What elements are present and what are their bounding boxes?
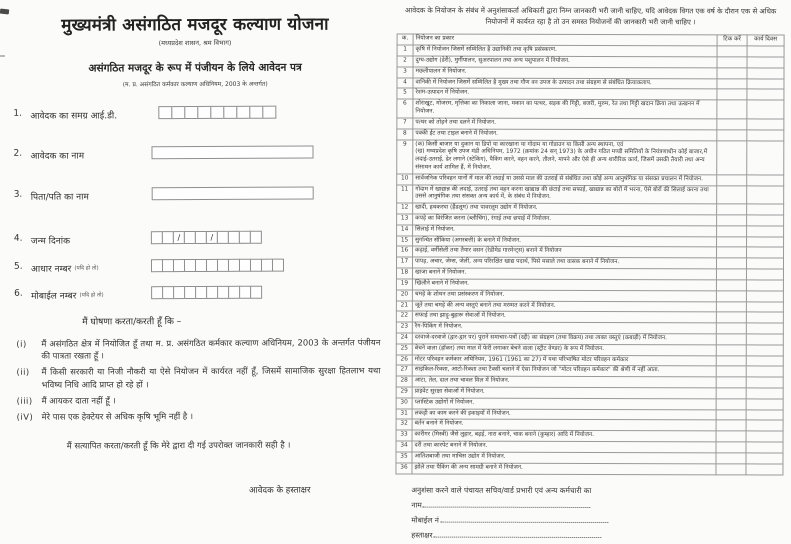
- verification-statement: मैं सत्यापित करता/करती हूँ कि मेरे द्वारा दी गई उपरोक्त जानकारी सही है ।: [66, 439, 291, 451]
- workdays-cell: [746, 323, 783, 334]
- tick-cell: [716, 420, 746, 431]
- workdays-cell: [746, 431, 783, 442]
- employment-type-cell: बर्तन बनाने में नियोजन.: [412, 419, 716, 431]
- employment-type-cell: कपड़े का विरंजित करना (ब्लीचिंग), रंगाई तथा छपाई में नियोजन.: [413, 214, 717, 226]
- recommender-line: अनुशंसा करने वाले पंचायत सचिव/वार्ड प्रभारी एवं अन्य कर्मचारी का: [411, 485, 592, 495]
- row-number-cell: 5: [397, 88, 413, 99]
- char-box: [272, 259, 284, 272]
- applicant-signature-label: आवेदक के हस्ताक्षर: [248, 485, 311, 496]
- field-label: मोबाईल नम्बर: [31, 291, 77, 302]
- declaration-text: मैं असंगठित क्षेत्र में नियोजित हूँ तथा म. प्र. असंगठित कर्मकार कल्याण अधिनियम, 2003 के अन्तर्गत पंजीयन की पात्रता रखता हूँ ।: [41, 337, 381, 361]
- workdays-cell: [746, 377, 783, 388]
- field-label: आधार नम्बर: [30, 264, 72, 275]
- employment-types-table: [395, 34, 784, 475]
- workdays-cell: [747, 68, 784, 79]
- signature-fill-line: [434, 531, 602, 538]
- row-number-cell: 15: [397, 236, 413, 247]
- field-number: 3.: [13, 189, 23, 200]
- workdays-cell: [746, 258, 783, 269]
- workdays-cell: [747, 140, 784, 174]
- employment-type-cell: कृषि में नियोजन जिसमें सम्मिलित है उद्यानिकी तथा कृषि प्रसंस्करण.: [413, 45, 717, 57]
- name-fill-line: [423, 500, 591, 507]
- workdays-cell: [747, 79, 784, 90]
- workdays-cell: [747, 185, 784, 204]
- workdays-cell: [746, 410, 783, 421]
- tick-cell: [716, 312, 746, 323]
- field-father-husband-name: [14, 188, 382, 203]
- workdays-cell: [746, 464, 783, 475]
- row-number-cell: 6: [397, 99, 413, 118]
- row-number-cell: 2: [397, 56, 413, 67]
- declaration-item: [16, 336, 380, 362]
- tick-cell: [716, 366, 746, 377]
- employment-type-cell: (क) किसी बाजार या दुकान या डिपो या कारखाना या गोदाम या गोडाउन या किसी अन्य स्थापना, एवं (ख) मध्यप्रदेश कृषि उपज मंडी अधिनियम, 1972 (क्रमांक 24 सन् 1973) के अधीन गठित मण्डी समितियों के नियंत्रणाधीन कोई बाजार,में लदाई-उतराई, ढेर लगाने (स्टेकिंग), पैकिंग करने, वहन करने, तौलने, मापने और ऐसे ही अन्य शारीरिक कार्य, जिसमें उसकी तैयारी तथा अन्य संसाधन कार्य शामिल हैं, में नियोजन.: [413, 140, 717, 175]
- employment-row: [396, 463, 783, 475]
- employment-type-cell: पक्की ईंट तथा टाइल बनाने में नियोजन.: [413, 129, 717, 141]
- employment-row: [397, 139, 784, 174]
- tick-cell: [717, 215, 747, 226]
- declaration-item: [16, 365, 380, 391]
- row-number-cell: 29: [396, 387, 412, 398]
- field-mobile-number: [14, 287, 382, 302]
- declaration-list: [16, 336, 380, 427]
- form-page-2: [395, 5, 784, 540]
- workdays-cell: [747, 89, 784, 100]
- recommender-signature-row: [411, 528, 783, 544]
- row-number-cell: 34: [396, 441, 412, 452]
- employment-type-cell: साइकिल-रिक्शा, आटो-रिक्शा तथा टैक्सी चलाने में ऐसा नियोजन जो "मोटर परिवहन कर्मकार" की श्रेणी में नहीं आता.: [412, 365, 716, 377]
- workdays-cell: [746, 334, 783, 345]
- employment-type-cell: खाजा बनाने में नियोजन.: [412, 268, 716, 280]
- char-box: /: [206, 231, 218, 244]
- employment-type-cell: चमड़े के शोधन तथा प्रसंस्करण में नियोजन.: [412, 290, 716, 302]
- row-number-cell: 24: [396, 333, 412, 344]
- row-number-cell: 4: [397, 78, 413, 89]
- employment-type-cell: आटा, तेल, दाल तथा चावल मिल में नियोजन.: [412, 376, 716, 388]
- declaration-marker: (ii): [16, 367, 30, 378]
- char-box: /: [173, 231, 185, 244]
- scan-artifact: [0, 55, 5, 57]
- declaration-text: मेरे पास एक हेक्टेयर से अधिक कृषि भूमि नहीं है ।: [41, 410, 194, 422]
- employment-type-cell: बेचने वाला (हॉकर) तथा माल में फेरी लगाकर बेचने वाला (स्ट्रीट वेण्डर) के रूप में नियोजन.: [412, 344, 716, 356]
- form-page-1: [9, 7, 383, 526]
- field-samagra-id: [13, 107, 381, 122]
- row-number-cell: 1: [397, 45, 413, 56]
- tick-cell: [717, 100, 747, 119]
- tick-cell: [717, 140, 747, 174]
- char-box: [184, 106, 198, 119]
- workdays-cell: [746, 269, 783, 280]
- row-number-cell: 11: [397, 185, 413, 204]
- employment-type-cell: मोटर परिवहन कर्मकार अधिनियम, 1961 (1961 का 27) में यथा परिभाषित मोटर परिवहन कर्मकार: [412, 355, 716, 367]
- field-label: पिता/पति का नाम: [30, 192, 89, 203]
- form-subtitle: (मध्यप्रदेश शासन, श्रम विभाग): [158, 38, 232, 48]
- employment-row: [397, 99, 784, 119]
- employment-type-cell: कढ़ाई, वर्मीसेली तथा तैयार वसन (रेडीमेड गारमेन्ट्स) बनाने में नियोजन: [413, 246, 717, 258]
- char-box: [171, 106, 185, 119]
- employment-table-body: [396, 45, 784, 474]
- char-box: [197, 106, 211, 119]
- employment-type-cell: दुग्ध-उद्योग (डेरी), मुर्गीपालन, सुअरपालन तथा अन्य पशुपालन में नियोजन.: [413, 56, 717, 68]
- tick-cell: [716, 334, 746, 345]
- text-input-box: [152, 186, 314, 200]
- workdays-cell: [747, 130, 784, 141]
- tick-cell: [717, 130, 747, 141]
- field-applicant-name: [13, 147, 381, 162]
- row-number-cell: 23: [396, 322, 412, 333]
- employment-type-cell: सुगन्धित सींकिया (अगरबत्ती) के बनाने में नियोजन.: [413, 236, 717, 248]
- row-number-cell: 30: [396, 398, 412, 409]
- employment-type-cell: आतिशबाजी तथा माचिस उद्योग में नियोजन.: [412, 452, 716, 464]
- declaration-marker: (i): [16, 338, 27, 349]
- row-number-cell: 16: [397, 246, 413, 257]
- char-box: [250, 231, 262, 244]
- registration-heading: असंगठित मजदूर के रूप में पंजीयन के लिये आवेदन पत्र: [88, 61, 302, 75]
- employment-type-cell: पापड़, अचार, जेम्स, जेली, अन्य परिरक्षित खाद्य पदार्थ, पिसे मसाले तथा वासक बनाने में नियोजन.: [412, 257, 716, 269]
- tick-cell: [716, 377, 746, 388]
- workdays-cell: [746, 442, 783, 453]
- char-box: [210, 106, 224, 119]
- tick-cell: [716, 323, 746, 334]
- employment-type-cell: खिलौने बनाने में नियोजन.: [412, 279, 716, 291]
- tick-cell: [717, 236, 747, 247]
- employment-type-cell: सार्वजनिक परिवहन यानों में माल की लदाई या उससे माल की उतराई से संबंधित तथा कोई अन्य आनुषंगिक या संसक्त प्रचालन में नियोजन.: [413, 174, 717, 186]
- workdays-cell: [746, 388, 783, 399]
- char-box: [158, 106, 172, 119]
- row-number-cell: 27: [396, 365, 412, 376]
- workdays-cell: [746, 399, 783, 410]
- tick-cell: [717, 175, 747, 186]
- declaration-marker: (iii): [16, 395, 33, 406]
- workdays-cell: [747, 204, 784, 215]
- scan-artifact: [0, 9, 9, 15]
- recommender-mobile-row: [411, 512, 783, 528]
- workdays-cell: [746, 291, 783, 302]
- form-title: मुख्यमंत्री असंगठित मजदूर कल्याण योजना: [61, 14, 329, 36]
- row-number-cell: 25: [396, 344, 412, 355]
- employment-type-cell: शोराखूट, मोजरम, मृत्तिका का निकाला जाना, मकान का पत्थर, सड़क की गिट्टी, बजरी, मुरुम, रेत तथा गिट्टी खदान क्रिया तथा उत्खनन में नियोजन.: [413, 99, 717, 118]
- tick-cell: [717, 247, 747, 258]
- field-label: आवेदक का नाम: [30, 151, 85, 162]
- workdays-cell: [746, 420, 783, 431]
- row-number-cell: 21: [396, 300, 412, 311]
- tick-cell: [716, 388, 746, 399]
- declaration-intro: मैं घोषणा करता/करती हूँ कि –: [82, 317, 182, 328]
- tick-cell: [717, 78, 747, 89]
- samagra-id-input: [159, 106, 276, 120]
- workdays-cell: [746, 453, 783, 464]
- char-box: [223, 106, 237, 119]
- tick-cell: [717, 226, 747, 237]
- employment-type-cell: गोदाम में खाद्यान्न की लदाई, उतराई तथा वहन करना खाद्यान्न की छंटाई तथा सफाई, खाद्यान्न का बोरों में भरना, ऐसे बोरों की सिलाई करना तथा उससे आनुषंगिक तथा संसक्त अन्य कार्य में, के संबंध में नियोजन.: [413, 185, 717, 204]
- declaration-marker: (iV): [16, 411, 34, 422]
- field-label: आवेदक का समग्र आई.डी.: [30, 111, 118, 122]
- workdays-cell: [746, 355, 783, 366]
- employment-type-cell: पत्थर को तोड़ने तथा दलने में नियोजन.: [413, 118, 717, 130]
- name-label: नाम: [411, 500, 422, 510]
- col-header-serial: क.: [397, 34, 413, 45]
- workdays-cell: [746, 280, 783, 291]
- field-note: (यदि हो तो): [74, 265, 99, 272]
- field-label: जन्म दिनांक: [30, 236, 71, 247]
- tick-cell: [716, 258, 746, 269]
- employment-type-cell: रैग-पिकिंग में नियोजन.: [412, 322, 716, 334]
- field-birth-date: [14, 232, 382, 247]
- declaration-item: [17, 409, 381, 423]
- employment-type-cell: जूते तथा चमड़े की अन्य वस्तुएं बनाने तथा मरम्मत करने में नियोजन.: [412, 301, 716, 313]
- tick-cell: [716, 453, 746, 464]
- tick-cell: [716, 269, 746, 280]
- tick-cell: [716, 431, 746, 442]
- recommender-footer: [395, 482, 783, 544]
- row-number-cell: 33: [396, 430, 412, 441]
- employment-type-cell: प्राइवेट सुरक्षा सेवाओं में नियोजन.: [412, 387, 716, 399]
- workdays-cell: [746, 312, 783, 323]
- workdays-cell: [746, 366, 783, 377]
- row-number-cell: 18: [396, 268, 412, 279]
- tick-cell: [716, 399, 746, 410]
- workdays-cell: [747, 247, 784, 258]
- row-number-cell: 31: [396, 409, 412, 420]
- tick-cell: [717, 119, 747, 130]
- char-box: [250, 286, 262, 299]
- row-number-cell: 3: [397, 67, 413, 78]
- aadhaar-number-input: [152, 259, 284, 273]
- employment-type-cell: मछलीपालन में नियोजन.: [413, 67, 717, 79]
- tick-cell: [717, 57, 747, 68]
- tick-cell: [716, 280, 746, 291]
- employment-type-cell: खादी, हथकरघा (हैंडलूम) तथा पावरलूम उद्योग में नियोजन.: [413, 203, 717, 215]
- tick-cell: [717, 185, 747, 204]
- row-number-cell: 36: [396, 463, 412, 474]
- declaration-item: [17, 393, 381, 407]
- workdays-cell: [747, 215, 784, 226]
- mobile-fill-line: [440, 515, 608, 522]
- tick-cell: [716, 464, 746, 475]
- declaration-text: मैं किसी सरकारी या निजी नौकरी या ऐसे नियोजन में कार्यरत नहीं हूँ, जिसमें सामाजिक सुरक्षा हितलाभ यथा भविष्य निधि आदि प्राप्त हो रहे हों ।: [41, 365, 381, 390]
- mobile-label: मोबाईल नं: [411, 515, 439, 525]
- workdays-cell: [747, 237, 784, 248]
- row-number-cell: 12: [397, 203, 413, 214]
- field-number: 5.: [13, 261, 23, 272]
- field-note: (यदि हो तो): [79, 292, 104, 299]
- tick-cell: [716, 409, 746, 420]
- row-number-cell: 13: [397, 214, 413, 225]
- row-number-cell: 26: [396, 355, 412, 366]
- row-number-cell: 19: [396, 279, 412, 290]
- employment-type-cell: रेशम-उत्पादन में नियोजन.: [413, 88, 717, 100]
- row-number-cell: 17: [396, 257, 412, 268]
- employment-type-cell: सिलाई में नियोजन.: [413, 225, 717, 237]
- workdays-cell: [746, 301, 783, 312]
- father-husband-name-input: [152, 186, 314, 200]
- tick-cell: [717, 89, 747, 100]
- workdays-cell: [747, 46, 784, 57]
- row-number-cell: 7: [397, 118, 413, 129]
- employment-row: [397, 185, 784, 205]
- col-header-workdays: कार्य दिवस: [747, 35, 784, 46]
- employment-info-instruction: आवेदक के नियोजन के संबंध में अनुशंसाकर्ता अधिकारी द्वारा निम्न जानकारी भरी जानी चाहिए, यदि आवेदक विगत एक वर्ष के दौरान एक से अधिक नियोजनों में कार्यरत रहा है तो उन समस्त नियोजनों की जानकारी भरी जानी चाहिए ।: [405, 6, 777, 27]
- employment-type-cell: दरवाजे-दरवाजे (द्वार-द्वार पर) पुराने समाचार-पत्रों (रद्दी) का संग्रहण (तथा विक्रय) तथा त्यक्त वस्तुएं (कबाड़ी) में नियोजन.: [412, 333, 716, 345]
- employment-type-cell: कारीगर (मिस्त्री) जैसे लुहार, बढ़ई, नारा बनाने, चाक बनाने (कुम्हार) आदि में नियोजन.: [412, 430, 716, 442]
- declaration-text: मैं आयकर दाता नहीं हूँ ।: [41, 395, 116, 406]
- row-number-cell: 32: [396, 419, 412, 430]
- char-box: [262, 106, 276, 119]
- field-number: 2.: [13, 148, 23, 159]
- employment-type-cell: दरी तथा कारपेट बनाने में नियोजन.: [412, 441, 716, 453]
- tick-cell: [716, 345, 746, 356]
- employment-type-cell: लकड़ी का काम करने की इकाइयों में नियोजन.: [412, 409, 716, 421]
- field-number: 6.: [14, 288, 23, 299]
- applicant-name-input: [151, 145, 313, 159]
- workdays-cell: [747, 226, 784, 237]
- tick-cell: [717, 204, 747, 215]
- row-number-cell: 35: [396, 452, 412, 463]
- row-number-cell: 8: [397, 129, 413, 140]
- col-header-employment-type: नियोजन का प्रकार: [413, 34, 717, 46]
- row-number-cell: 20: [396, 290, 412, 301]
- text-input-box: [151, 145, 313, 159]
- recommender-name-row: [411, 497, 783, 513]
- col-header-tick: टिक करें: [717, 35, 747, 46]
- signature-label: हस्ताक्षर: [411, 530, 433, 540]
- row-number-cell: 10: [397, 174, 413, 185]
- char-box: [249, 106, 263, 119]
- act-reference: (म. प्र. असंगठित कर्मकार कल्याण अधिनियम, 2003 के अन्तर्गत): [122, 80, 268, 89]
- row-number-cell: 9: [397, 139, 413, 173]
- field-number: 1.: [13, 108, 22, 119]
- row-number-cell: 28: [396, 376, 412, 387]
- workdays-cell: [746, 345, 783, 356]
- row-number-cell: 22: [396, 311, 412, 322]
- tick-cell: [716, 442, 746, 453]
- tick-cell: [716, 291, 746, 302]
- birth-date-input: [152, 231, 262, 244]
- workdays-cell: [747, 57, 784, 68]
- char-box: [236, 106, 250, 119]
- workdays-cell: [747, 175, 784, 186]
- employment-type-cell: सफाई तथा झाड़ू-बुहारू सेवाओं में नियोजन.: [412, 311, 716, 323]
- workdays-cell: [747, 119, 784, 130]
- field-number: 4.: [13, 233, 23, 244]
- tick-cell: [717, 68, 747, 79]
- workdays-cell: [747, 100, 784, 119]
- employment-type-cell: झोले तथा पैकिंग की अन्य सामग्री बनाने में नियोजन.: [412, 463, 716, 475]
- field-aadhaar-number: [14, 260, 382, 275]
- tick-cell: [716, 355, 746, 366]
- employment-type-cell: वानिकी में नियोजन जिसमें सम्मिलित है मुख्य तथा गौण वन उपज के उत्पादन तथा संग्रहण से संबंधित क्रियाकलाप.: [413, 78, 717, 90]
- mobile-number-input: [152, 286, 262, 299]
- tick-cell: [717, 46, 747, 57]
- row-number-cell: 14: [397, 225, 413, 236]
- employment-type-cell: प्लास्टिक उद्योगों में नियोजन.: [412, 398, 716, 410]
- tick-cell: [716, 301, 746, 312]
